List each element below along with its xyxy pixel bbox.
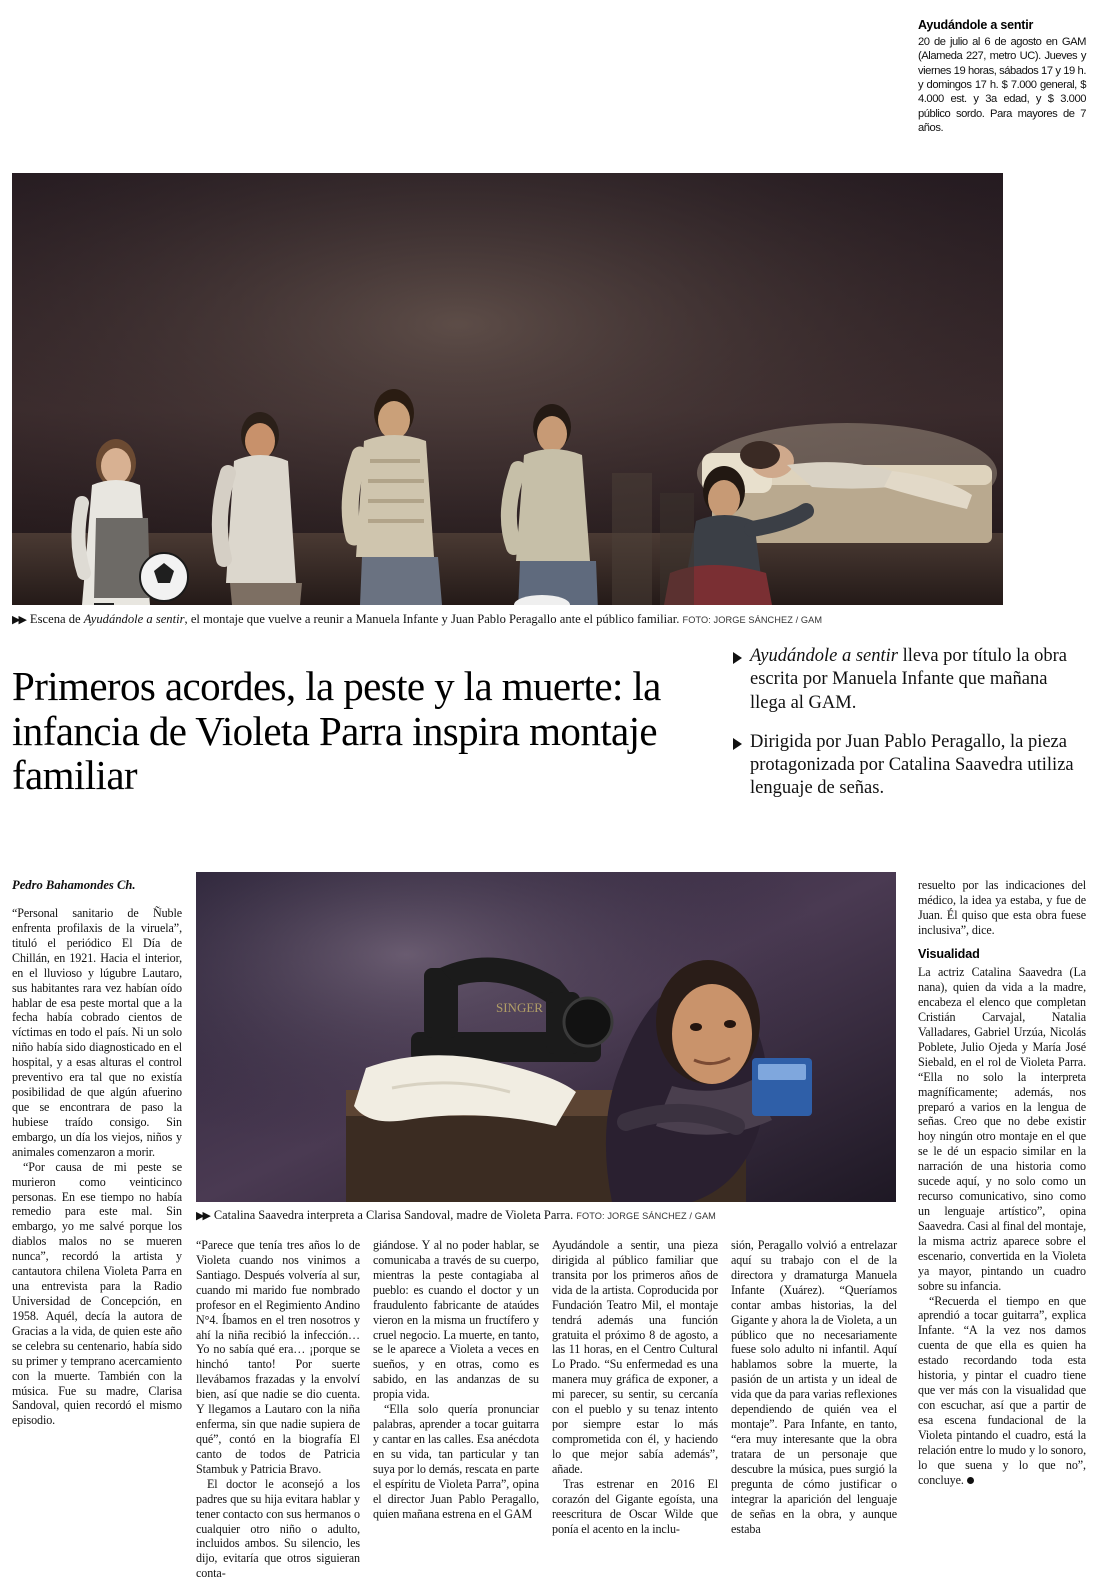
summary-bullets (733, 645, 1085, 817)
article-column-1 (12, 906, 182, 1428)
paragraph: Ayudándole a sentir, una pieza dirigida al público familiar que transita por los primeros años de vida de la artista. Coproducida por Fundación Teatro Mil, el montaje tendrá además una función gratuita el próximo 8 de agosto, a las 11 horas, en el Centro Cultural Lo Prado. “Su enfermedad es una manera muy gráfica de exponer, a mi parecer, su sentir, su cercanía con el pueblo y su tenaz intento por siempre estar lo más comprometida con él, y haciendo lo que mejor sabía además”, añade. (552, 1238, 718, 1476)
caption-title-italic: Ayudándole a sentir (83, 612, 185, 626)
end-mark-icon (967, 1477, 974, 1484)
bullet-item (733, 645, 1085, 715)
paragraph: El doctor le aconsejó a los padres que su hija evitara hablar y tener contacto con sus hermanos o cualquier otro niño o adulto, incluidos ambos. Su silencio, les dijo, evitaría que otros siguieran conta- (196, 1476, 360, 1581)
paragraph: “Parece que tenía tres años lo de Violeta cuando nos vinimos a Santiago. Después volvería al sur, cuando mi marido fue nombrado profesor en el Regimiento Andino N°4. Íbamos en el tren nosotros y ahí la niña recibió la infección… Yo no sabía qué era… ¡porque se hinchó tanto! Por suerte llevábamos frazadas y la envolví bien, así que nadie se dio cuenta. Y llegamos a Lautaro con la niña enferma, sin que nadie supiera de qué”, contó en la biografía El canto de todos de Patricia Stambuk y Patricia Bravo. (196, 1238, 360, 1476)
article-column-6 (918, 878, 1086, 1488)
main-photo-caption (12, 612, 1004, 627)
photo-credit: FOTO: JORGE SÁNCHEZ / GAM (682, 615, 823, 625)
paragraph: “Ella solo quería pronunciar palabras, aprender a tocar guitarra y cantar en las calles. Esa anécdota en su vida, tan particular y tan suya por lo demás, rescata en parte el espíritu de Violeta Parra”, opina el director Juan Pablo Peragallo, quien mañana estrena en el GAM (373, 1402, 539, 1521)
paragraph: giándose. Y al no poder hablar, se comunicaba a través de su cuerpo, mientras la peste contagiaba al pueblo: es cuando el doctor y un fraudulento fabricante de ataúdes vieron en la misma un fructífero y cruel negocio. La muerte, en tanto, se le aparece a Violeta a veces en sueños, y en otras, como es sabido, en las andanzas de su propia vida. (373, 1238, 539, 1402)
show-info-box (918, 18, 1086, 135)
photo-credit: FOTO: JORGE SÁNCHEZ / GAM (576, 1211, 716, 1221)
paragraph: La actriz Catalina Saavedra (La nana), quien da vida a la madre, encabeza el elenco que completan Cristián Carvajal, Natalia Valladares, Gabriel Urzúa, Nicolás Poblete, Julio Ojeda y María José Siebald, en el rol de Violeta Parra. “Ella no solo la interpreta magníficamente; además, nos preparó a varios en la lengua de señas. Creo que no debe existir hoy ningún otro montaje en el que se le dé un espacio similar en la narración de una historia como sucede aquí, y no solo como un recurso comunicativo, sino como un lenguaje artístico”, opina Saavedra. Casi al final del montaje, la misma actriz aparece sobre el escenario, convertida en la Violeta ya mayor, pintando un cuadro sobre su infancia. (918, 965, 1087, 1293)
caption2-text: Catalina Saavedra interpreta a Clarisa Sandoval, madre de Violeta Parra. (213, 1208, 574, 1222)
svg-text:SINGER: SINGER (496, 1000, 543, 1015)
bullet-text (750, 645, 1085, 715)
paragraph: “Personal sanitario de Ñuble enfrenta profilaxis de la viruela”, tituló el periódico El Día de Chillán, en 1921. Hacia el interior, en el lluvioso y lúgubre Lautaro, sus habitantes rara vez habían oído hablar de esa peste mortal que a la fecha había cobrado cientos de víctimas en todo el país. Ni un solo niño había sido diagnosticado en el hospital, y a esas alturas el control preventivo era tal que no existía posibilidad de que algún afuerino que se encontrara de paso la hubiese traído consigo. Sin embargo, un día los viejos, niños y animales comenzaron a morir. (12, 906, 182, 1159)
paragraph (918, 1294, 1086, 1488)
paragraph-text: “Recuerda el tiempo en que aprendió a tocar guitarra”, explica Infante. “A la vez nos damos cuenta de que ella es quien ha estado recordando toda esta historia, y pintar el cuadro tiene que ver más con la visualidad que con escuchar, así que a partir de esa escena fundacional de la Violeta pintando el cuadro, está la relación entre lo mudo y lo sonoro, lo que suena y lo que no”, concluye. (918, 1293, 1086, 1487)
triangle-bullet-icon (733, 652, 742, 664)
second-photo-caption (196, 1208, 896, 1223)
bullet-item (733, 731, 1085, 801)
show-info-title: Ayudándole a sentir (918, 18, 1034, 32)
bullet-text: Dirigida por Juan Pablo Peragallo, la pieza protagonizada por Catalina Saavedra utiliza lenguaje de señas. (750, 731, 1074, 799)
article-column-4 (552, 1238, 718, 1536)
main-stage-photo (12, 173, 1003, 605)
article-column-5 (731, 1238, 897, 1536)
double-arrow-icon: ▶▶ (12, 614, 25, 626)
section-subhead: Visualidad (918, 946, 980, 961)
show-info-body: 20 de julio al 6 de agosto en GAM (Alameda 227, metro UC). Jueves y viernes 19 horas, sábados 17 y 19 h. y domingos 17 h. $ 7.000 general, $ 4.000 est. y 3a edad, y $ 3.000 público sordo. Para mayores de 7 años. (918, 36, 1086, 134)
caption-text-after: , el montaje que vuelve a reunir a Manuela Infante y Juan Pablo Peragallo ante el público familiar. (184, 612, 680, 626)
sewing-machine-photo (196, 872, 896, 1202)
article-column-3 (373, 1238, 539, 1522)
paragraph: sión, Peragallo volvió a entrelazar aquí su trabajo con el de la directora y dramaturga Manuela Infante (Xuárez). “Queríamos contar ambas historias, la del Gigante y ahora la de Violeta, a un público que no necesariamente fuese solo adulto ni infantil. Aquí hablamos sobre la muerte, la pasión de un artista y un ideal de vida que da para varias reflexiones dependiendo de quién vea el montaje”. Para Infante, en tanto, “era muy interesante que la obra tratara de un personaje que descubre la música, pues surgió la pregunta de cómo justificar o integrar la aparición del lenguaje de señas en la obra, y aunque estaba (731, 1238, 897, 1536)
paragraph: Tras estrenar en 2016 El corazón del Gigante egoísta, una reescritura de Oscar Wilde que ponía el acento en la inclu- (552, 1476, 718, 1536)
triangle-bullet-icon (733, 738, 742, 750)
caption-text-before: Escena de (29, 612, 84, 626)
paragraph: resuelto por las indicaciones del médico, la idea ya estaba, y fue de Juan. Él quiso que esta obra fuese inclusiva”, dice. (918, 878, 1086, 937)
byline: Pedro Bahamondes Ch. (12, 878, 136, 892)
bullet-italic-title: Ayudándole a sentir (750, 646, 898, 666)
page-title: Primeros acordes, la peste y la muerte: la infancia de Violeta Parra inspira montaje familiar (12, 663, 661, 798)
double-arrow-icon: ▶▶ (196, 1210, 209, 1222)
paragraph: “Por causa de mi peste se murieron como veinticinco personas. En ese tiempo no había remedio para este mal. Sin embargo, yo me salvé porque los diablos malos no se mueren nunca”, recordó la artista y cantautora chilena Violeta Parra en una entrevista para la Radio Universidad de Concepción, en 1958. Aquél, decía la autora de Gracias a la vida, de quien este año se celebra su centenario, había sido su primer y temprano acercamiento con la muerte. También con la música. Fue su madre, Clarisa Sandoval, quien recordó el mismo episodio. (12, 1159, 182, 1428)
bullet-rest: lleva por título la obra escrita por Manuela Infante que mañana llega al GAM. (750, 646, 1068, 713)
article-column-2 (196, 1238, 360, 1581)
